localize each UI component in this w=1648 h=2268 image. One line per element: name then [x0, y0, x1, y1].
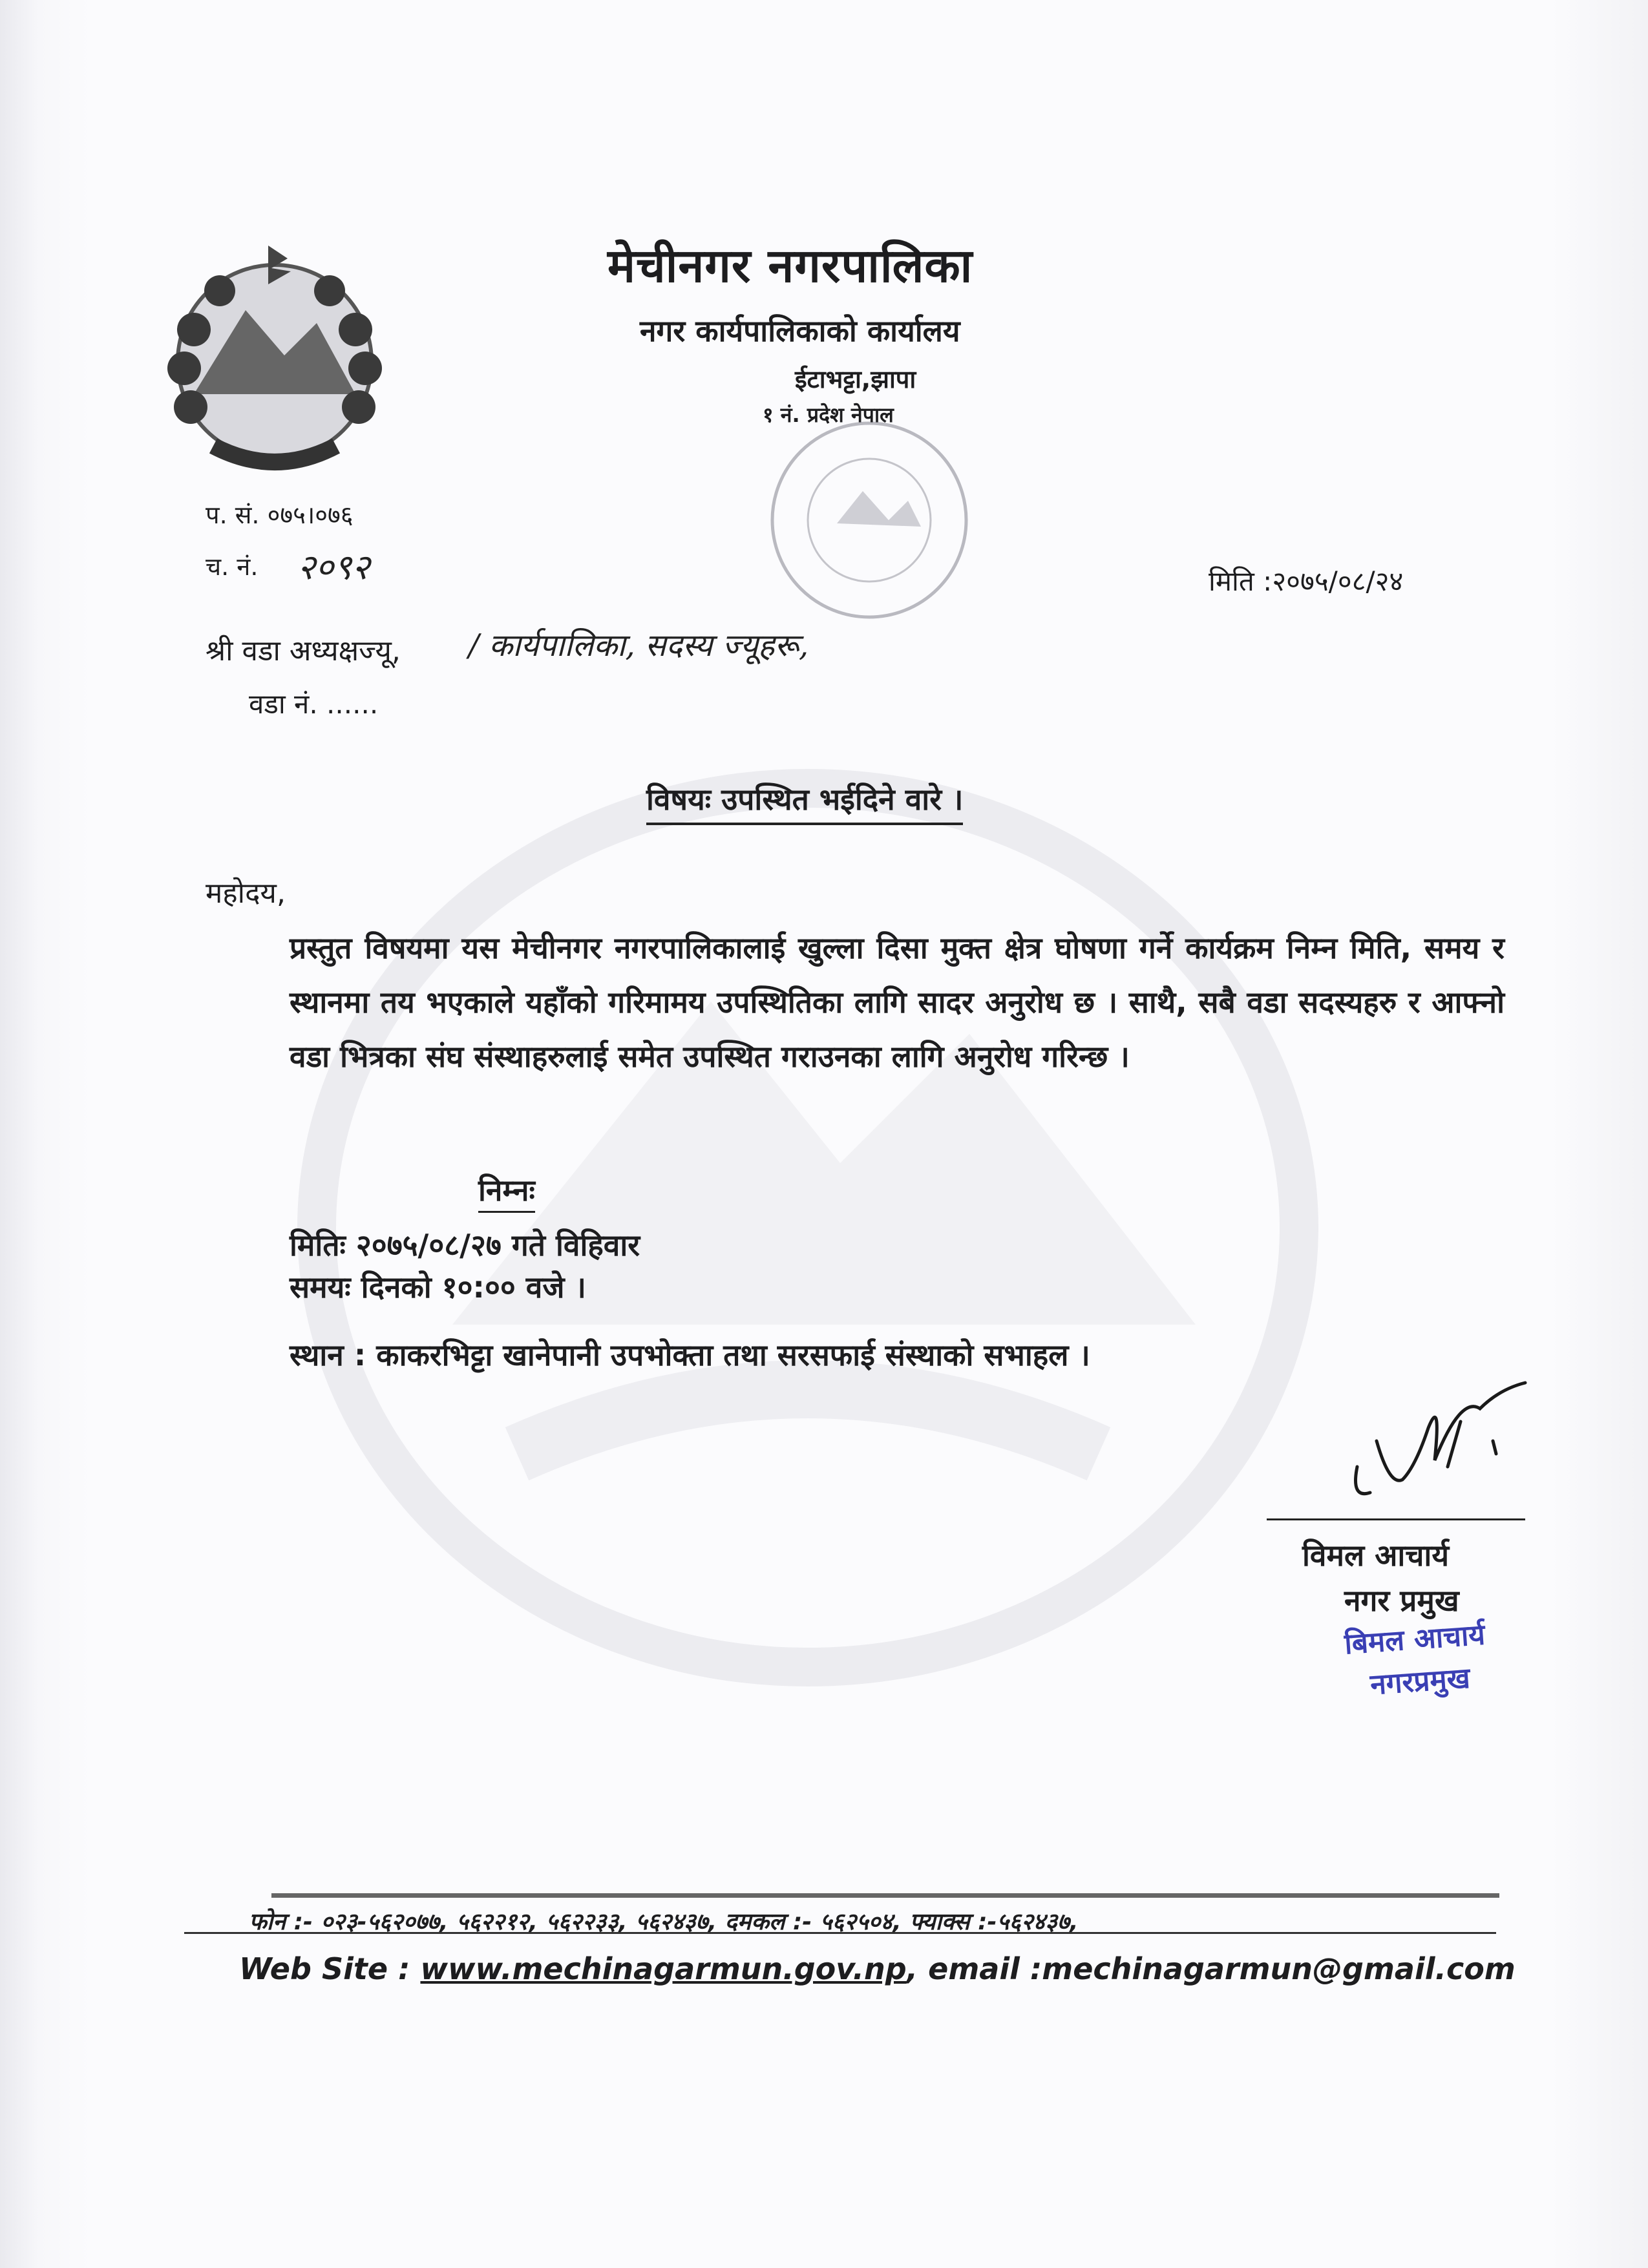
handwritten-signature — [1331, 1370, 1545, 1512]
signatory-title: नगर प्रमुख — [1344, 1583, 1459, 1618]
letter-subject: विषयः उपस्थित भईदिने वारे । — [646, 779, 963, 825]
letter-reference-number: प. सं. ०७५।०७६ — [206, 501, 354, 529]
web-label: Web Site : — [239, 1951, 421, 1986]
signature-stamp-title: नगरप्रमुख — [1369, 1661, 1472, 1702]
signature-stamp-name: बिमल आचार्य — [1343, 1618, 1486, 1661]
letter-body: प्रस्तुत विषयमा यस मेचीनगर नगरपालिकालाई खुल्ला दिसा मुक्त क्षेत्र घोषणा गर्ने कार्यक्रम निम्न मिति, समय र स्थानमा तय भएकाले यहाँको गरिमामय उपस्थितिका लागि सादर अनुरोध छ । साथै, सबै वडा सदस्यहरु र आफ्नो वडा भित्रका संघ संस्थाहरुलाई समेत उपस्थित गराउनका लागि अनुरोध गरिन्छ । — [290, 930, 1505, 1074]
email-text: , email :mechinagarmun@gmail.com — [906, 1951, 1516, 1986]
dispatch-number-handwritten: २०९२ — [297, 547, 370, 587]
event-time: समयः दिनको १०:०० वजे । — [290, 1270, 586, 1305]
letter-date: मिति :२०७५/०८/२४ — [1209, 565, 1404, 597]
nepal-emblem-icon — [136, 233, 414, 485]
salutation: महोदय, — [206, 877, 286, 910]
municipality-title: मेचीनगर नगरपालिका — [607, 238, 973, 293]
event-date: मितिः २०७५/०८/२७ गते विहिवार — [290, 1228, 640, 1263]
signature-line — [1267, 1518, 1525, 1520]
office-province: १ नं. प्रदेश नेपाल — [763, 403, 894, 427]
addressee-handwritten-note: / कार्यपालिका, सदस्य ज्यूहरू, — [469, 627, 809, 664]
footer-web — [239, 1951, 1516, 1986]
footer-rule-top — [271, 1893, 1499, 1898]
office-address: ईटाभट्टा,झापा — [795, 365, 916, 394]
ward-number: वडा नं. ...... — [249, 688, 379, 720]
dispatch-number-label: च. नं. — [206, 552, 259, 581]
office-round-stamp-icon — [759, 414, 979, 627]
event-venue: स्थान : काकरभिट्टा खानेपानी उपभोक्ता तथा सरसफाई संस्थाको सभाहल । — [290, 1338, 1090, 1372]
office-name: नगर कार्यपालिकाको कार्यालय — [640, 313, 960, 348]
signatory-name: विमल आचार्य — [1302, 1538, 1450, 1573]
footer-phone: फोन :- ०२३-५६२०७७, ५६२२१२, ५६२२३३, ५६२४३७, दमकल :- ५६२५०४, फ्याक्स :-५६२४३७, — [249, 1909, 1079, 1935]
addressee: श्री वडा अध्यक्षज्यू, — [206, 635, 401, 667]
details-heading: निम्नः — [478, 1170, 535, 1213]
footer-rule-middle — [184, 1932, 1496, 1934]
website-link[interactable]: www.mechinagarmun.gov.np — [420, 1951, 907, 1986]
